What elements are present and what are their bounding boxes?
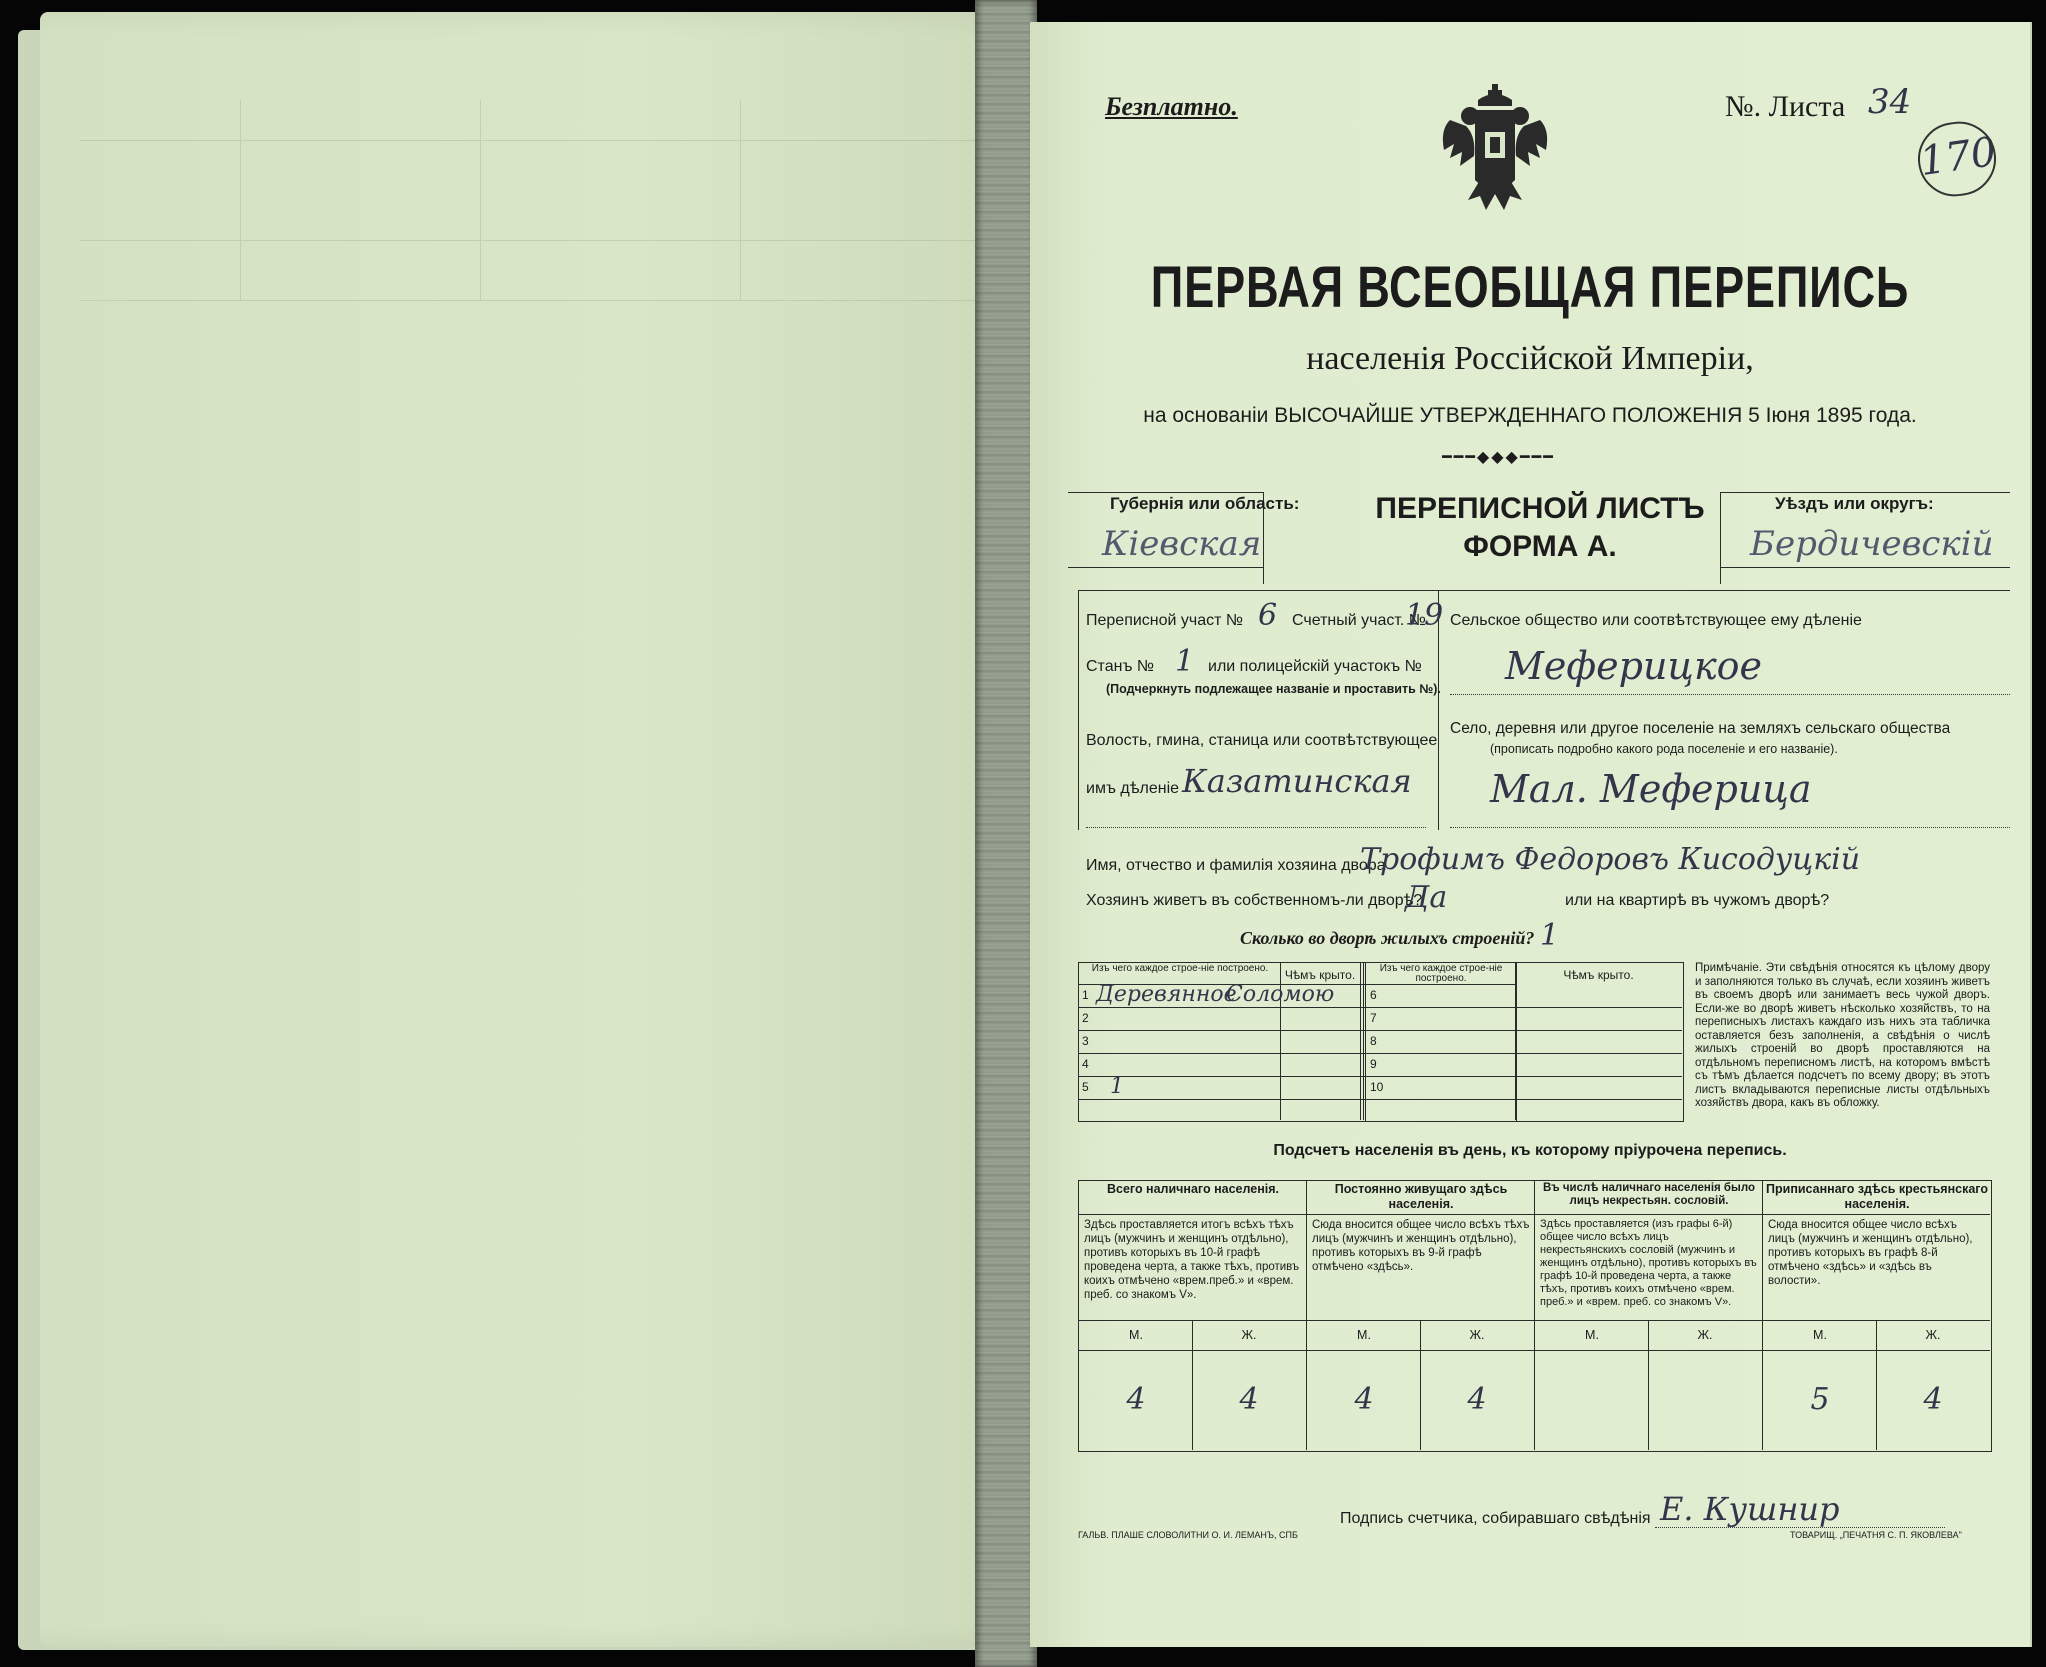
village-value: Мал. Меферица: [1490, 767, 1812, 811]
row-roof: Соломою: [1226, 982, 1335, 1007]
police-label: или полицейскій участокъ №: [1208, 658, 1422, 675]
owner-label: Имя, отчество и фамилія хозяина двора: [1086, 857, 1386, 874]
population-heading: Подсчетъ населенія въ день, къ которому пріурочена перепись.: [1273, 1142, 1787, 1159]
census-subtitle: населенія Россійской Имперіи,: [1306, 340, 1754, 377]
pop-f-label: Ж.: [1469, 1328, 1485, 1342]
pop-col-desc: Здѣсь проставляется (изъ графы 6-й) общее число всѣхъ лицъ некрестьянскихъ сословій (мужчинъ и женщинъ отдѣльно), противъ которыхъ въ графѣ 10-й проведена черта, а также тѣхъ, противъ коихъ отмѣчено «врем. преб.» и «врем. преб. со знакомъ V».: [1540, 1218, 1757, 1308]
row-number: 6: [1370, 988, 1377, 1002]
rural-society-value: Меферицкое: [1505, 644, 1763, 688]
buildings-col4: Чѣмъ крыто.: [1563, 968, 1634, 982]
pop-f-label: Ж.: [1925, 1328, 1941, 1342]
pop-col-title: Въ числѣ наличнаго населенія было лицъ некрестьян. сословій.: [1542, 1182, 1756, 1207]
volost-label: Волость, гмина, станица или соотвѣтствующее: [1086, 732, 1438, 749]
pop-f-value: 4: [1467, 1382, 1487, 1417]
count-area-value: 19: [1405, 598, 1444, 633]
pop-f-value: 4: [1239, 1382, 1259, 1417]
row-number: 7: [1370, 1011, 1377, 1025]
count-area-label: Счетный участ. №: [1292, 612, 1426, 629]
owner-value: Трофимъ Федоровъ Кисодуцкій: [1360, 842, 1861, 877]
apartment-label: или на квартирѣ въ чужомъ дворѣ?: [1565, 892, 1830, 909]
bleed-through-lines: [40, 100, 1030, 600]
row-number: 8: [1370, 1034, 1377, 1048]
row-number: 5: [1082, 1080, 1089, 1094]
rural-society-label: Сельское общество или соотвѣтствующее ему дѣленіе: [1450, 612, 1862, 629]
census-title: ПЕРВАЯ ВСЕОБЩАЯ ПЕРЕПИСЬ: [1150, 255, 1910, 320]
buildings-table-right: [1365, 962, 1684, 1122]
pop-col-title: Приписаннаго здѣсь крестьянскаго населенія.: [1766, 1182, 1988, 1211]
pop-f-label: Ж.: [1697, 1328, 1713, 1342]
volost-label-2: имъ дѣленіе: [1086, 780, 1180, 797]
pop-m-value: 4: [1354, 1382, 1374, 1417]
free-label: Безплатно.: [1105, 92, 1238, 121]
sheet-number-value: 34: [1868, 82, 1912, 122]
form-subtitle: ФОРМА А.: [1463, 530, 1617, 563]
row-built: 1: [1110, 1074, 1124, 1099]
province-label: Губернія или область:: [1110, 494, 1300, 513]
row-number: 2: [1082, 1011, 1089, 1025]
form-title: ПЕРЕПИСНОЙ ЛИСТЪ: [1375, 492, 1705, 525]
printer-left: ГАЛЬВ. ПЛАШЕ СЛОВОЛИТНИ О. И. ЛЕМАНЪ, СПБ: [1078, 1530, 1298, 1540]
pop-col-desc: Сюда вносится общее число всѣхъ тѣхъ лицъ (мужчинъ и женщинъ отдѣльно), противъ которыхъ въ 9-й графѣ отмѣчено «здѣсь».: [1312, 1219, 1530, 1273]
pop-m-label: М.: [1357, 1328, 1371, 1342]
signature-label: Подпись счетчика, собиравшаго свѣдѣнія: [1340, 1510, 1651, 1527]
archive-mark: 170: [1917, 128, 2000, 186]
pop-f-label: Ж.: [1241, 1328, 1257, 1342]
volost-value: Казатинская: [1182, 762, 1412, 800]
pop-col-title: Всего наличнаго населенія.: [1106, 1182, 1280, 1196]
pop-m-label: М.: [1585, 1328, 1599, 1342]
book-spine: [975, 0, 1037, 1667]
census-area-value: 6: [1258, 598, 1278, 633]
village-note: (прописать подробно какого рода поселеніе и его названіе).: [1490, 742, 1838, 756]
pop-m-value: 5: [1810, 1382, 1830, 1417]
pop-col-desc: Сюда вносится общее число всѣхъ лицъ (мужчинъ и женщинъ отдѣльно), противъ которыхъ въ графѣ 8-й отмѣчено «здѣсь» и «здѣсь въ волости».: [1768, 1219, 1973, 1287]
pop-m-label: М.: [1129, 1328, 1143, 1342]
note-text: Примѣчаніе. Эти свѣдѣнія относятся къ цѣлому двору и заполняются только въ случаѣ, если хозяинъ живетъ въ своемъ дворѣ или занимаетъ весь чужой дворъ. Если-же во дворѣ живетъ нѣсколько хозяйствъ, то на переписныхъ листахъ каждаго изъ нихъ эта табличка оставляется безъ заполненія, а свѣдѣнія о числѣ жилыхъ строеній во дворѣ проставляются на отдѣльномъ переписномъ листѣ, на которомъ вмѣстѣ съ тѣмъ дѣлается подсчетъ по всему двору; въ этотъ листъ вкладываются переписные листы отдѣльныхъ хозяйствъ двора, какъ въ обложку.: [1695, 962, 1990, 1109]
printer-right: ТОВАРИЩ. „ПЕЧАТНЯ С. П. ЯКОВЛЕВА": [1790, 1530, 1962, 1540]
ornament-divider: ━━━◆◆◆━━━: [1442, 449, 1555, 466]
buildings-col3: Изъ чего каждое строе-ніе построено.: [1379, 963, 1503, 984]
row-built: Деревянное: [1096, 982, 1237, 1007]
census-area-label: Переписной участ №: [1086, 612, 1244, 629]
row-number: 9: [1370, 1057, 1377, 1071]
pop-m-value: 4: [1126, 1382, 1146, 1417]
signature-value: Е. Кушнир: [1660, 1490, 1840, 1528]
district-label: Уѣздъ или округъ:: [1775, 494, 1934, 513]
row-number: 1: [1082, 988, 1089, 1002]
row-number: 3: [1082, 1034, 1089, 1048]
district-value: Бердичевскій: [1750, 524, 1994, 564]
province-value: Кіевская: [1102, 524, 1262, 564]
row-number: 10: [1370, 1080, 1384, 1094]
buildings-col1: Изъ чего каждое строе-ніе построено.: [1091, 963, 1269, 974]
sheet-number-label: №. Листа: [1725, 90, 1846, 123]
buildings-col2: Чѣмъ крыто.: [1284, 968, 1356, 982]
census-basis: на основаніи ВЫСОЧАЙШЕ УТВЕРЖДЕННАГО ПОЛОЖЕНІЯ 5 Іюня 1895 года.: [1143, 404, 1917, 427]
census-form-page: [1030, 22, 2032, 1647]
stan-value: 1: [1175, 644, 1195, 679]
double-headed-eagle-icon: [1430, 80, 1560, 220]
buildings-value: 1: [1540, 918, 1560, 953]
buildings-label: Сколько во дворѣ жилыхъ строеній?: [1240, 928, 1535, 948]
village-label: Село, деревня или другое поселеніе на земляхъ сельскаго общества: [1450, 720, 1951, 737]
pop-f-value: 4: [1923, 1382, 1943, 1417]
own-yard-label: Хозяинъ живетъ въ собственномъ-ли дворѣ?: [1086, 892, 1423, 909]
pop-m-label: М.: [1813, 1328, 1827, 1342]
underline-note: (Подчеркнуть подлежащее названіе и проставить №).: [1106, 682, 1441, 696]
pop-col-desc: Здѣсь проставляется итогъ всѣхъ тѣхъ лицъ (мужчинъ и женщинъ отдѣльно), противъ которыхъ въ 10-й графѣ проведена черта, а также тѣхъ, противъ коихъ отмѣчено «врем.преб.» и «врем. преб. со знакомъ V».: [1084, 1219, 1300, 1301]
pop-col-title: Постоянно живущаго здѣсь населенія.: [1334, 1182, 1508, 1211]
stan-label: Станъ №: [1086, 658, 1155, 675]
row-number: 4: [1082, 1057, 1089, 1071]
own-yard-value: Да: [1405, 880, 1448, 915]
